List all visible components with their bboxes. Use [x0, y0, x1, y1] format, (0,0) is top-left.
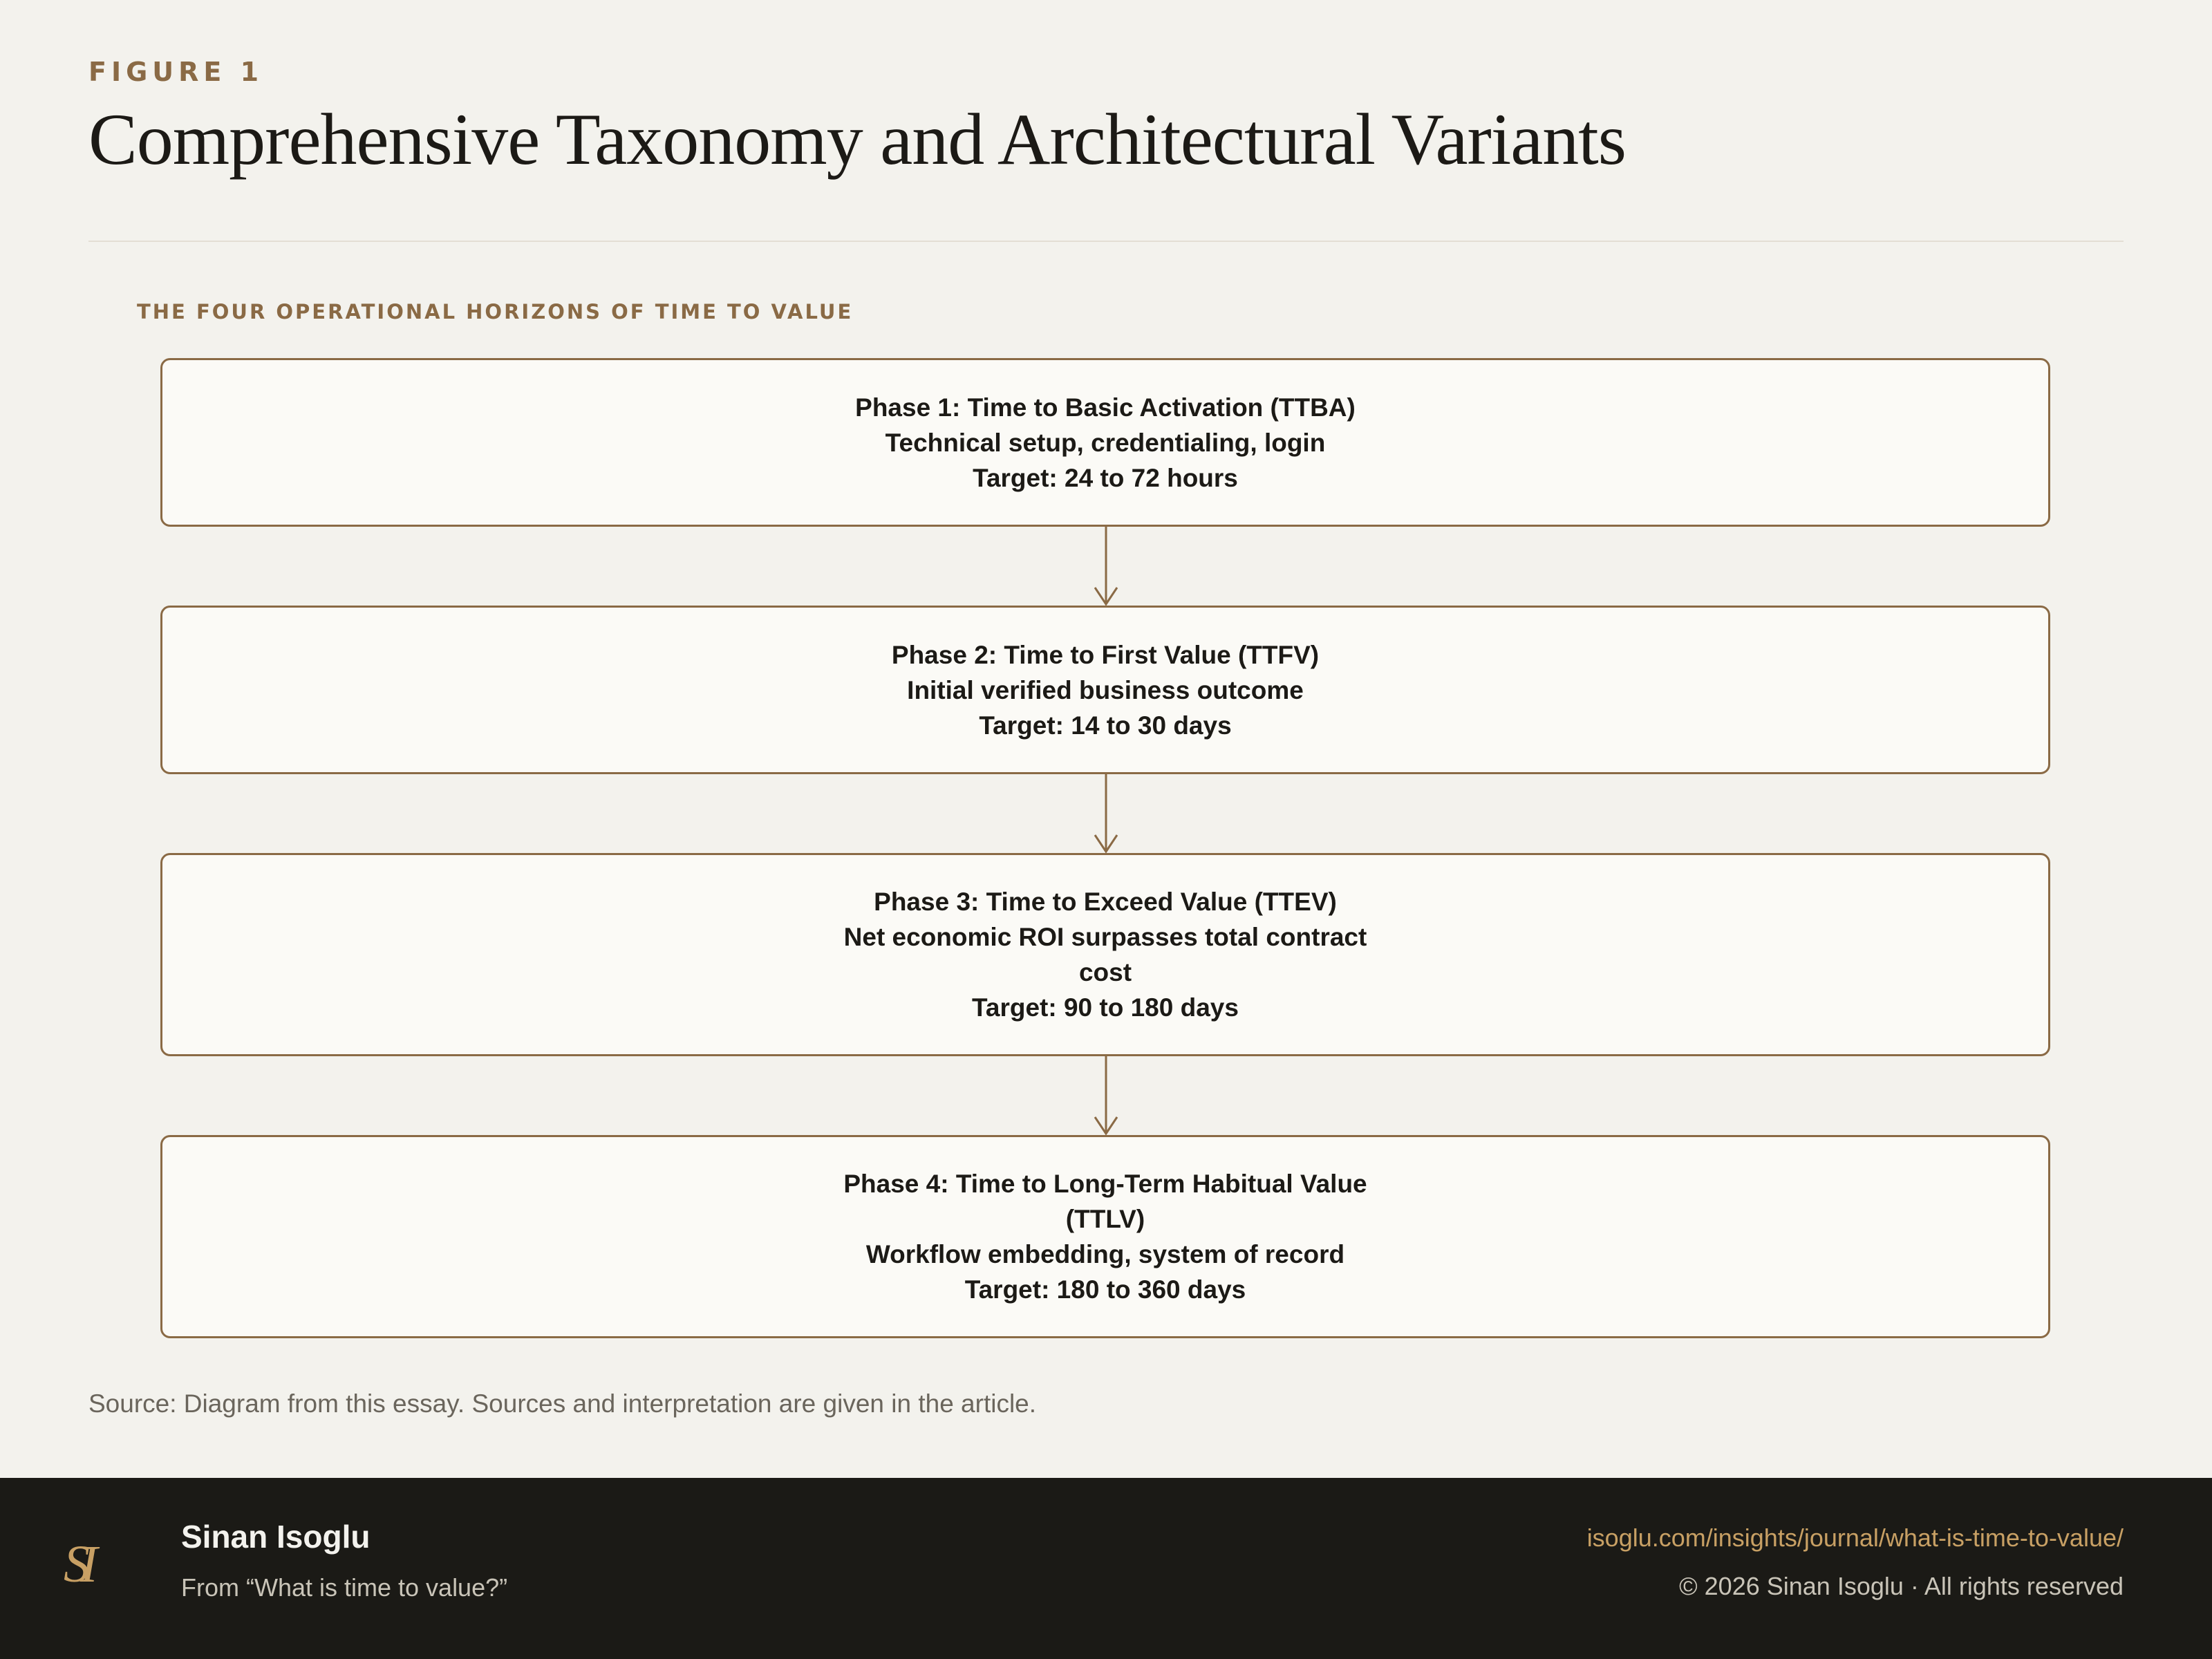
phase-2-title: Phase 2: Time to First Value (TTFV) — [891, 640, 1320, 669]
phase-1-target: Target: 24 to 72 hours — [973, 463, 1238, 492]
phase-1-title: Phase 1: Time to Basic Activation (TTBA) — [855, 393, 1356, 422]
phase-3-target: Target: 90 to 180 days — [972, 993, 1239, 1022]
phase-4-title: Phase 4: Time to Long-Term Habitual Value (TTLV) — [843, 1170, 1367, 1233]
arrowhead-3-4 — [1095, 1117, 1117, 1134]
page-title: Comprehensive Taxonomy and Architectural Variants — [88, 99, 1626, 180]
author-name: Sinan Isoglu — [181, 1519, 371, 1555]
figure-label: FIGURE 1 — [88, 57, 264, 87]
arrowhead-2-3 — [1095, 835, 1117, 852]
footer — [0, 1478, 2212, 1659]
figure-header — [88, 57, 2124, 180]
header-divider — [88, 241, 2124, 242]
phase-3-title: Phase 3: Time to Exceed Value (TTEV) — [874, 888, 1337, 916]
arrowhead-1-2 — [1095, 588, 1117, 604]
phase-1-description: Technical setup, credentialing, login — [885, 428, 1326, 457]
phase-2-target: Target: 14 to 30 days — [979, 711, 1232, 740]
article-url-link[interactable]: isoglu.com/insights/journal/what-is-time-to-value/ — [1586, 1524, 2124, 1552]
phase-4-description: Workflow embedding, system of record — [865, 1240, 1345, 1268]
article-reference: From “What is time to value?” — [181, 1573, 508, 1602]
phase-node-2 — [160, 606, 2050, 774]
phase-node-1 — [160, 358, 2050, 527]
phase-4-target: Target: 180 to 360 days — [964, 1275, 1246, 1304]
diagram-subtitle: THE FOUR OPERATIONAL HORIZONS OF TIME TO VALUE — [137, 300, 854, 324]
source-note: Source: Diagram from this essay. Sources and interpretation are given in the article. — [88, 1389, 1037, 1418]
phase-2-description: Initial verified business outcome — [907, 675, 1304, 704]
copyright-notice: © 2026 Sinan Isoglu · All rights reserved — [1679, 1572, 2124, 1600]
logo-monogram-icon: SI — [64, 1535, 88, 1593]
phase-node-4 — [160, 1135, 2050, 1338]
phase-node-3 — [160, 853, 2050, 1056]
phase-3-description: Net economic ROI surpasses total contract cost — [843, 923, 1367, 986]
